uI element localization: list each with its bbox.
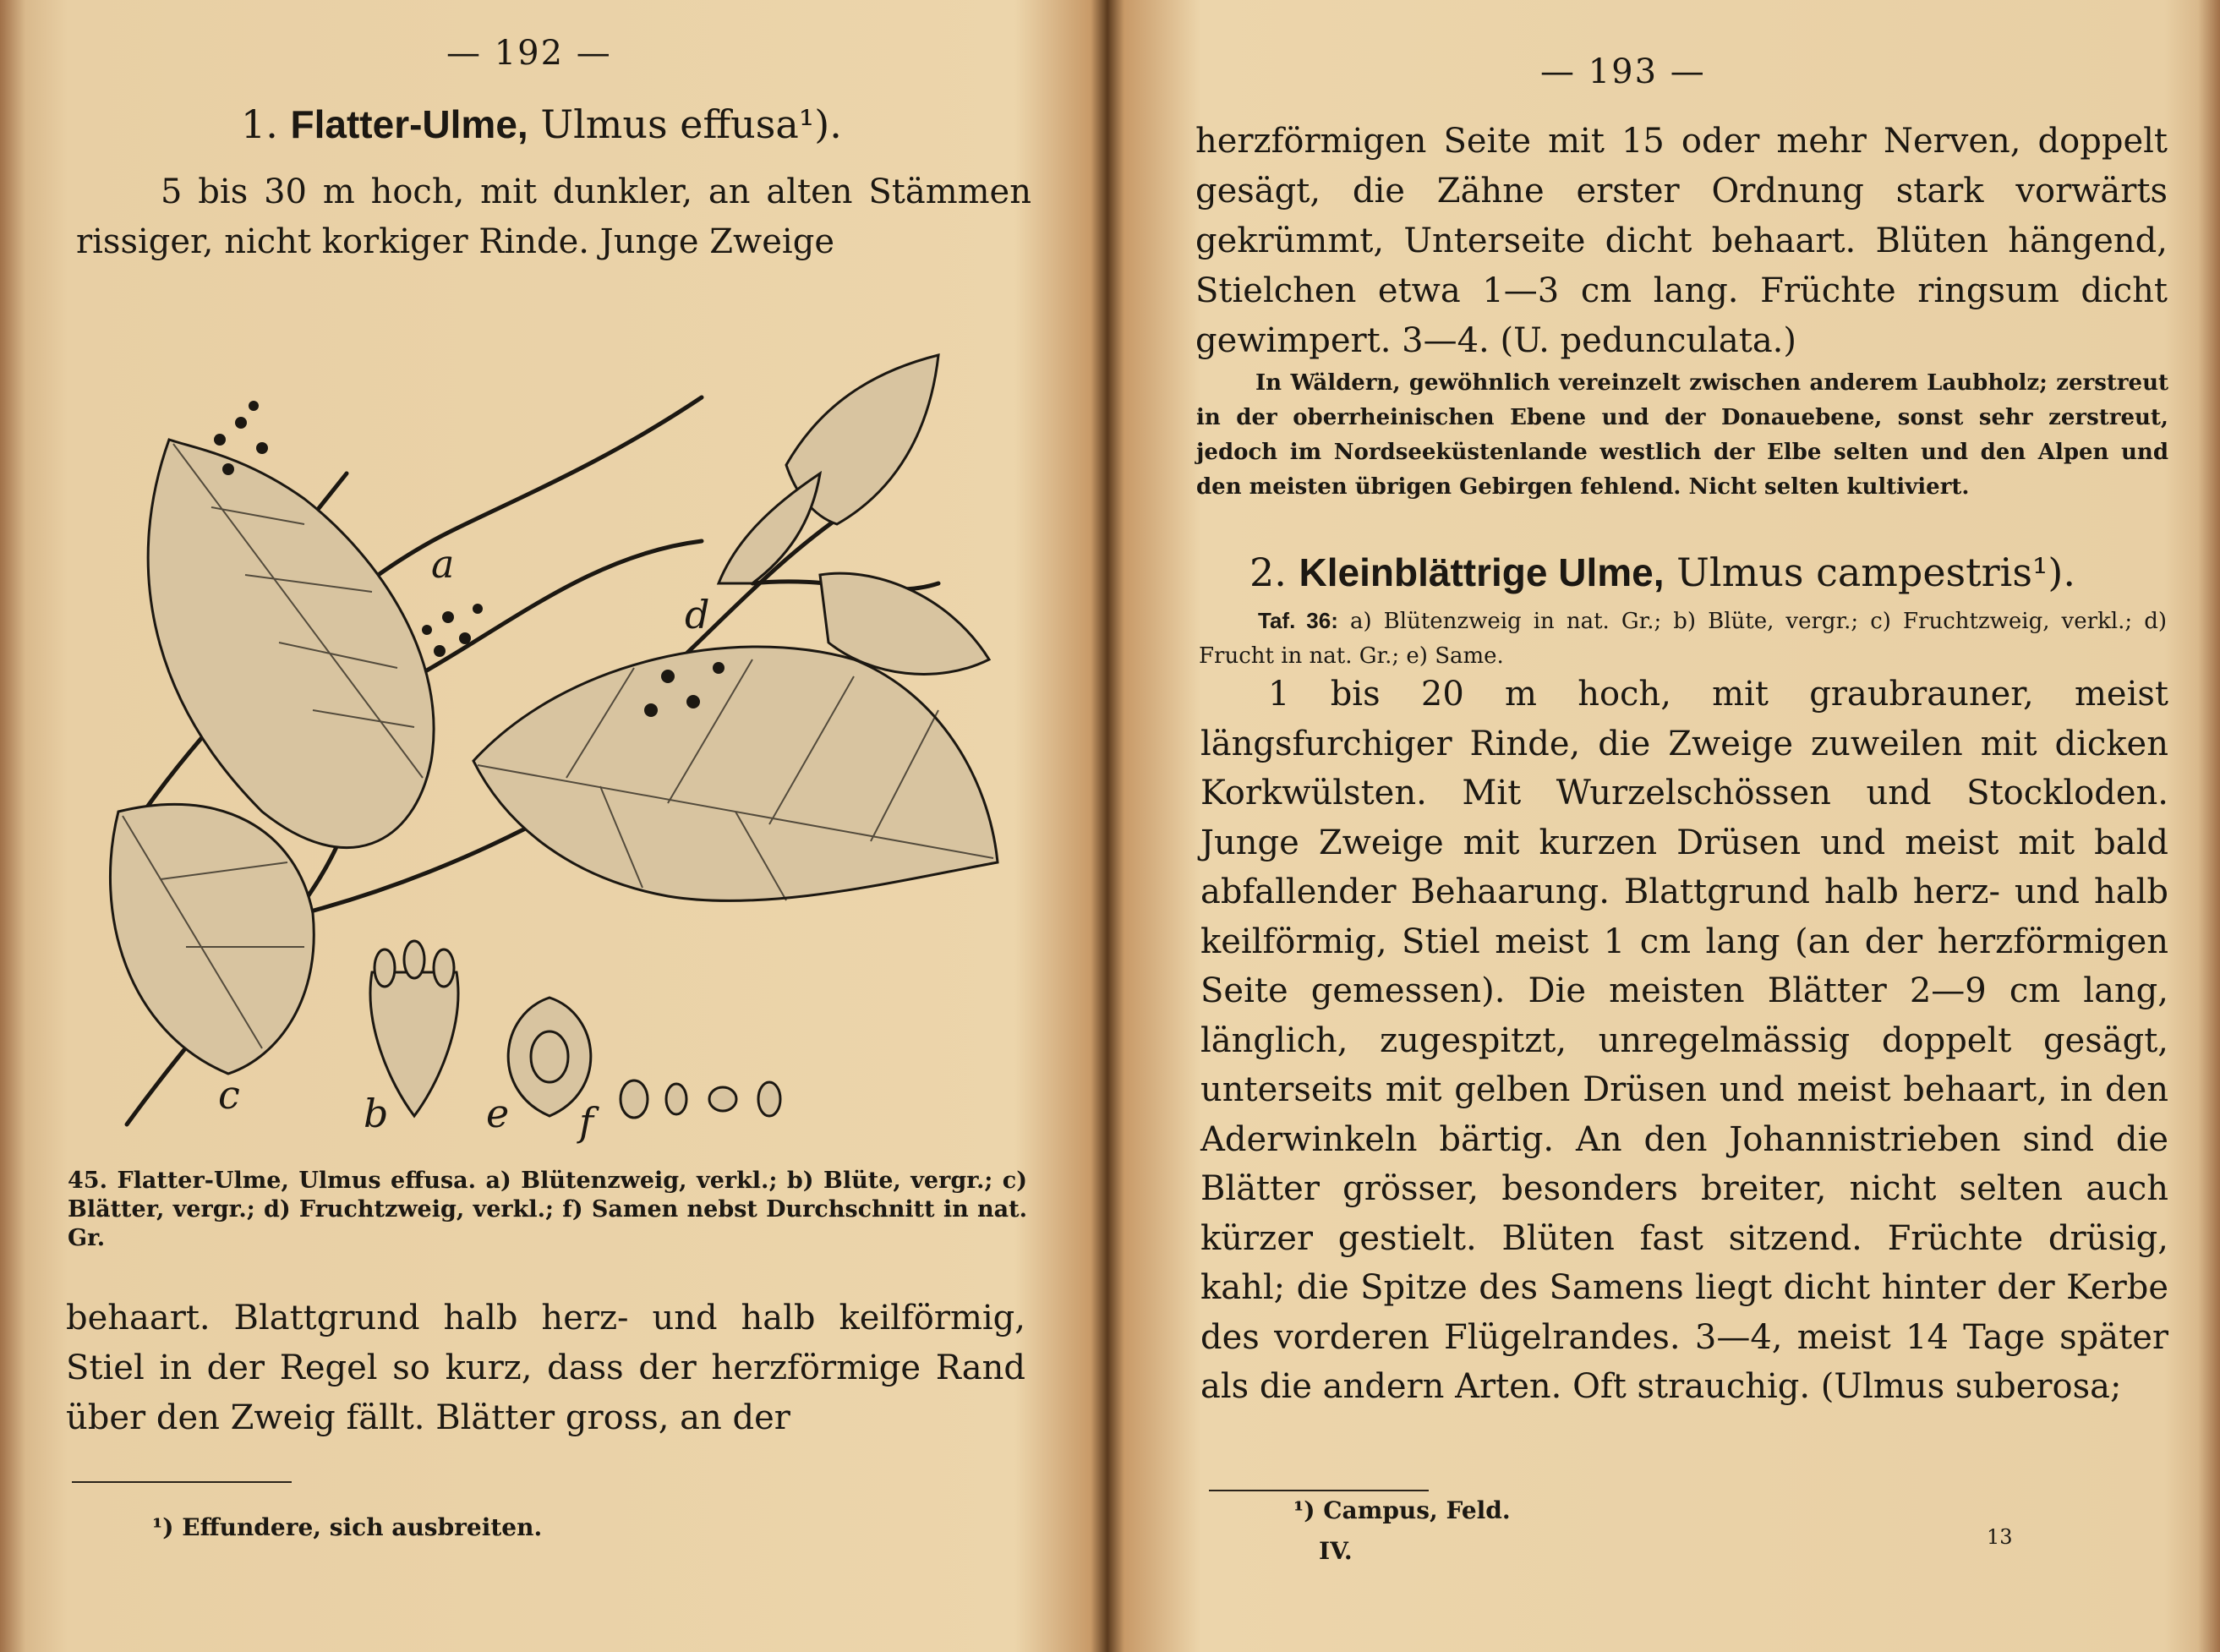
sheet-number: 13 [1987,1525,2013,1549]
heading-latin: Ulmus campestris¹). [1676,550,2075,595]
plate-reference [1199,604,2167,674]
footnote: ¹) Effundere, sich ausbreiten. [152,1513,543,1541]
heading-latin: Ulmus effusa¹). [540,101,842,147]
body-paragraph: behaart. Blattgrund halb herz- und halb keilförmig, Stiel in der Regel so kurz, dass der herzförmige Rand über den Zweig fällt. Blätter gross, an der [66,1299,1025,1437]
left-page [0,0,1099,1652]
footnote-rule [1209,1490,1429,1491]
page-number: — 193 — [1540,52,1706,91]
figure-label-a: a [431,541,455,587]
species-heading [1249,550,2075,595]
body-paragraph: 1 bis 20 m hoch, mit graubrauner, meist längsfurchiger Rinde, die Zweige zuweilen mit dicken Korkwülsten. Mit Wurzelschössen und Stockloden. Junge Zweige mit kurzen Drüsen und meist mit bald abfallender Behaarung. Blattgrund halb herz- und halb keilförmig, Stiel meist 1 cm lang (an der herzförmigen Seite gemessen). Die meisten Blätter 2—9 cm lang, länglich, zugespitzt, unregelmässig doppelt gesägt, unterseits mit gelben Drüsen und meist behaart, in den Aderwinkeln bärtig. An den Johannistrieben sind die Blätter grösser, besonders breiter, nicht selten auch kürzer gestielt. Blüten fast sitzend. Früchte drüsig, kahl; die Spitze des Samens liegt dicht hinter der Kerbe des vorderen Flügelrandes. 3—4, meist 14 Tage später als die andern Arten. Oft strauchig. (Ulmus suberosa; [1200,675,2168,1406]
signature-mark: IV. [1319,1537,1353,1565]
page-number: — 192 — [446,34,612,73]
plate-text: a) Blütenzweig in nat. Gr.; b) Blüte, vergr.; c) Fruchtzweig, verkl.; d) Frucht in nat. Gr.; e) Same. [1199,609,2167,669]
figure-label-c: c [218,1072,240,1118]
figure-label-e: e [486,1091,510,1136]
figure-label-f: f [579,1099,594,1145]
heading-name: Flatter-Ulme, [290,102,528,146]
habitat-paragraph: In Wäldern, gewöhnlich vereinzelt zwischen anderem Laubholz; zerstreut in der oberrheinischen Ebene und der Donauebene, sonst sehr zerstreut, jedoch im Nordseeküstenlande westlich der Elbe selten und den Alpen und den meisten übrigen Gebirgen fehlend. Nicht selten kultiviert. [1196,370,2168,500]
footnote-rule [72,1481,292,1483]
species-heading [241,101,842,147]
intro-paragraph: 5 bis 30 m hoch, mit dunkler, an alten Stämmen rissiger, nicht korkiger Rinde. Junge Zweige [76,172,1031,261]
footnote: ¹) Campus, Feld. [1293,1496,1511,1524]
heading-number: 2. [1249,550,1287,595]
elm-illustration [93,304,1014,1133]
heading-number: 1. [241,101,278,147]
continuation-paragraph: herzförmigen Seite mit 15 oder mehr Nerven, doppelt gesägt, die Zähne erster Ordnung stark vorwärts gekrümmt, Unterseite dicht behaart. Blüten hängend, Stielchen etwa 1—3 cm lang. Früchte ringsum dicht gewimpert. 3—4. (U. pedunculata.) [1195,122,2168,360]
heading-name: Kleinblättrige Ulme, [1299,550,1665,594]
right-page [1116,0,2220,1652]
figure-label-b: b [364,1091,389,1136]
figure-label-d: d [685,592,710,637]
figure-caption: 45. Flatter-Ulme, Ulmus effusa. a) Blütenzweig, verkl.; b) Blüte, vergr.; c) Blätter, vergr.; d) Fruchtzweig, verkl.; f) Samen nebst Durchschnitt in nat. Gr. [68,1168,1027,1251]
plate-label: Taf. 36: [1258,608,1338,633]
